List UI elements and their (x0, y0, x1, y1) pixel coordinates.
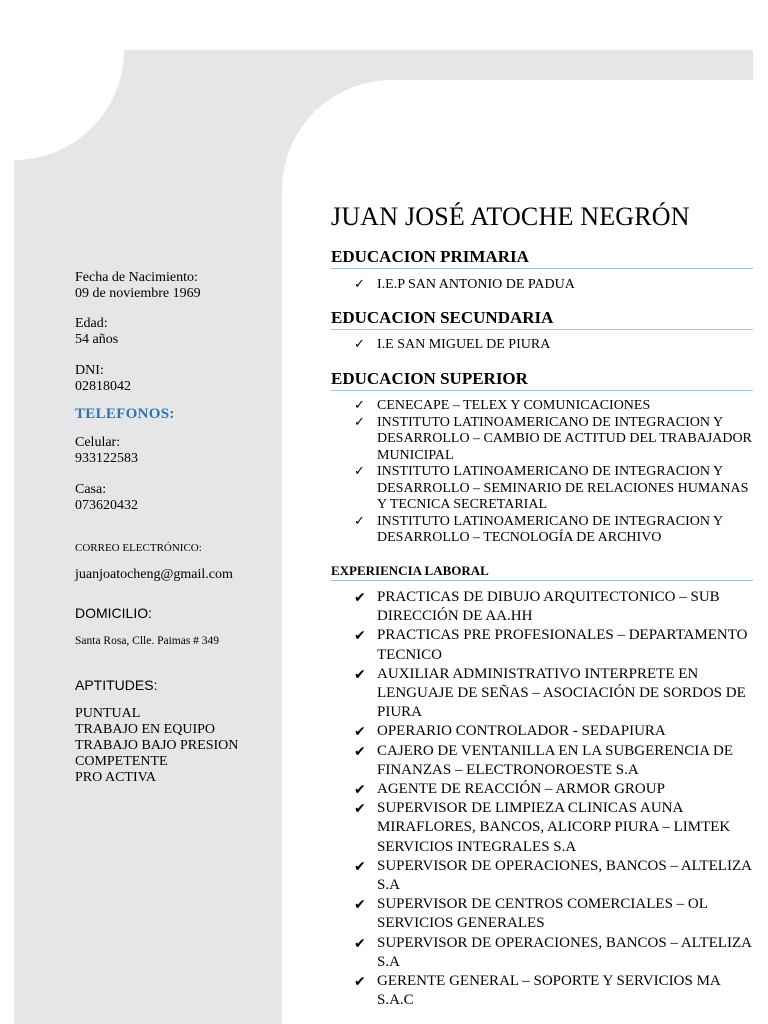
skill-item: TRABAJO EN EQUIPO (75, 722, 215, 737)
birth-date-value: 09 de noviembre 1969 (75, 286, 201, 301)
sidebar-background (14, 50, 314, 1024)
primary-list (354, 277, 754, 294)
age-block (75, 316, 118, 348)
list-item-text: PRACTICAS PRE PROFESIONALES – DEPARTAMENTO TECNICO (377, 627, 748, 663)
check-icon: ✔ (354, 801, 366, 818)
mobile-value: 933122583 (75, 451, 138, 466)
list-item-text: SUPERVISOR DE OPERACIONES, BANCOS – ALTELIZA S.A (377, 934, 752, 970)
check-icon: ✔ (354, 666, 366, 683)
list-item (354, 780, 754, 799)
list-item-text: SUPERVISOR DE OPERACIONES, BANCOS – ALTELIZA S.A (377, 857, 752, 894)
list-item-text: INSTITUTO LATINOAMERICANO DE INTEGRACION Y DESARROLLO – TECNOLOGÍA DE ARCHIVO (377, 513, 723, 545)
list-item-text: I.E SAN MIGUEL DE PIURA (377, 337, 551, 352)
secondary-heading: EDUCACION SECUNDARIA (331, 308, 753, 330)
skill-item: TRABAJO BAJO PRESION (75, 738, 239, 753)
list-item-text: SUPERVISOR DE LIMPIEZA CLINICAS AUNA MIRAFLORES, BANCOS, ALICORP PIURA – LIMTEK SERVICIOS INTEGRALES S.A (377, 800, 731, 855)
higher-list (354, 398, 754, 547)
check-icon: ✓ (354, 337, 365, 352)
list-item-text: I.E.P SAN ANTONIO DE PADUA (377, 277, 575, 292)
higher-heading: EDUCACION SUPERIOR (331, 369, 753, 391)
check-icon: ✓ (354, 464, 365, 479)
list-item (354, 934, 754, 972)
candidate-name: JUAN JOSÉ ATOCHE NEGRÓN (331, 202, 690, 231)
secondary-list (354, 337, 754, 354)
list-item-text: GERENTE GENERAL – SOPORTE Y SERVICIOS MA S.A.C (377, 973, 720, 1009)
age-value: 54 años (75, 332, 119, 347)
experience-list (354, 588, 754, 1010)
skill-item: PRO ACTIVA (75, 770, 157, 785)
list-item-text: INSTITUTO LATINOAMERICANO DE INTEGRACION Y DESARROLLO – CAMBIO DE ACTITUD DEL TRABAJADOR MUNICIPAL (377, 414, 752, 463)
birth-date-block (75, 270, 201, 302)
home-phone-label: Casa: (75, 482, 107, 497)
list-item-text: AGENTE DE REACCIÓN – ARMOR GROUP (377, 781, 665, 798)
list-item (354, 337, 754, 354)
list-item (354, 799, 754, 857)
list-item-text: CAJERO DE VENTANILLA EN LA SUBGERENCIA DE FINANZAS – ELECTRONOROESTE S.A (377, 742, 734, 778)
list-item (354, 665, 754, 723)
check-icon: ✔ (354, 935, 366, 952)
home-phone-value: 073620432 (75, 498, 138, 513)
address-label: DOMICILIO: (75, 605, 153, 621)
birth-date-label: Fecha de Nacimiento: (75, 270, 198, 285)
list-item (354, 415, 754, 465)
phones-heading: TELEFONOS: (75, 406, 175, 422)
list-item (354, 588, 754, 626)
email-value: juanjoatocheng@gmail.com (75, 567, 233, 582)
dni-value: 02818042 (75, 379, 131, 394)
dni-block (75, 363, 131, 395)
list-item (354, 742, 754, 780)
check-icon: ✔ (354, 590, 366, 606)
list-item (354, 895, 754, 933)
check-icon: ✓ (354, 513, 365, 529)
list-item-text: CENECAPE – TELEX Y COMUNICACIONES (377, 398, 651, 413)
check-icon: ✔ (354, 724, 366, 741)
list-item-text: PRACTICAS DE DIBUJO ARQUITECTONICO – SUB DIRECCIÓN DE AA.HH (377, 589, 720, 625)
home-phone-block (75, 482, 138, 514)
list-item (354, 514, 754, 547)
check-icon: ✔ (354, 897, 366, 914)
list-item (354, 857, 754, 895)
dni-label: DNI: (75, 363, 104, 378)
skills-list (75, 706, 238, 786)
skills-heading: APTITUDES: (75, 677, 158, 693)
list-item-text: SUPERVISOR DE CENTROS COMERCIALES – OL SERVICIOS GENERALES (377, 896, 708, 932)
check-icon: ✔ (354, 974, 366, 991)
experience-heading: EXPERIENCIA LABORAL (331, 563, 753, 581)
address-value: Santa Rosa, Clle. Paimas # 349 (75, 635, 220, 647)
list-item (354, 722, 754, 741)
check-icon: ✔ (354, 628, 366, 645)
list-item (354, 277, 754, 294)
skill-item: COMPETENTE (75, 754, 168, 769)
list-item-text: OPERARIO CONTROLADOR - SEDAPIURA (377, 723, 666, 740)
check-icon: ✔ (354, 782, 366, 799)
check-icon: ✓ (354, 398, 365, 413)
check-icon: ✓ (354, 414, 365, 430)
list-item-text: INSTITUTO LATINOAMERICANO DE INTEGRACION Y DESARROLLO – SEMINARIO DE RELACIONES HUMANAS Y TECNICA SECRETARIAL (377, 464, 749, 512)
list-item (354, 972, 754, 1010)
list-item (354, 626, 754, 664)
list-item-text: AUXILIAR ADMINISTRATIVO INTERPRETE EN LENGUAJE DE SEÑAS – ASOCIACIÓN DE SORDOS DE PIURA (377, 665, 746, 721)
primary-heading: EDUCACION PRIMARIA (331, 247, 753, 269)
list-item (354, 464, 754, 514)
email-label: CORREO ELECTRÓNICO: (75, 542, 202, 554)
age-label: Edad: (75, 316, 108, 331)
skill-item: PUNTUAL (75, 706, 141, 721)
check-icon: ✔ (354, 743, 366, 760)
check-icon: ✓ (354, 277, 365, 292)
check-icon: ✔ (354, 858, 366, 875)
mobile-label: Celular: (75, 435, 121, 450)
list-item (354, 398, 754, 415)
mobile-block (75, 435, 138, 467)
